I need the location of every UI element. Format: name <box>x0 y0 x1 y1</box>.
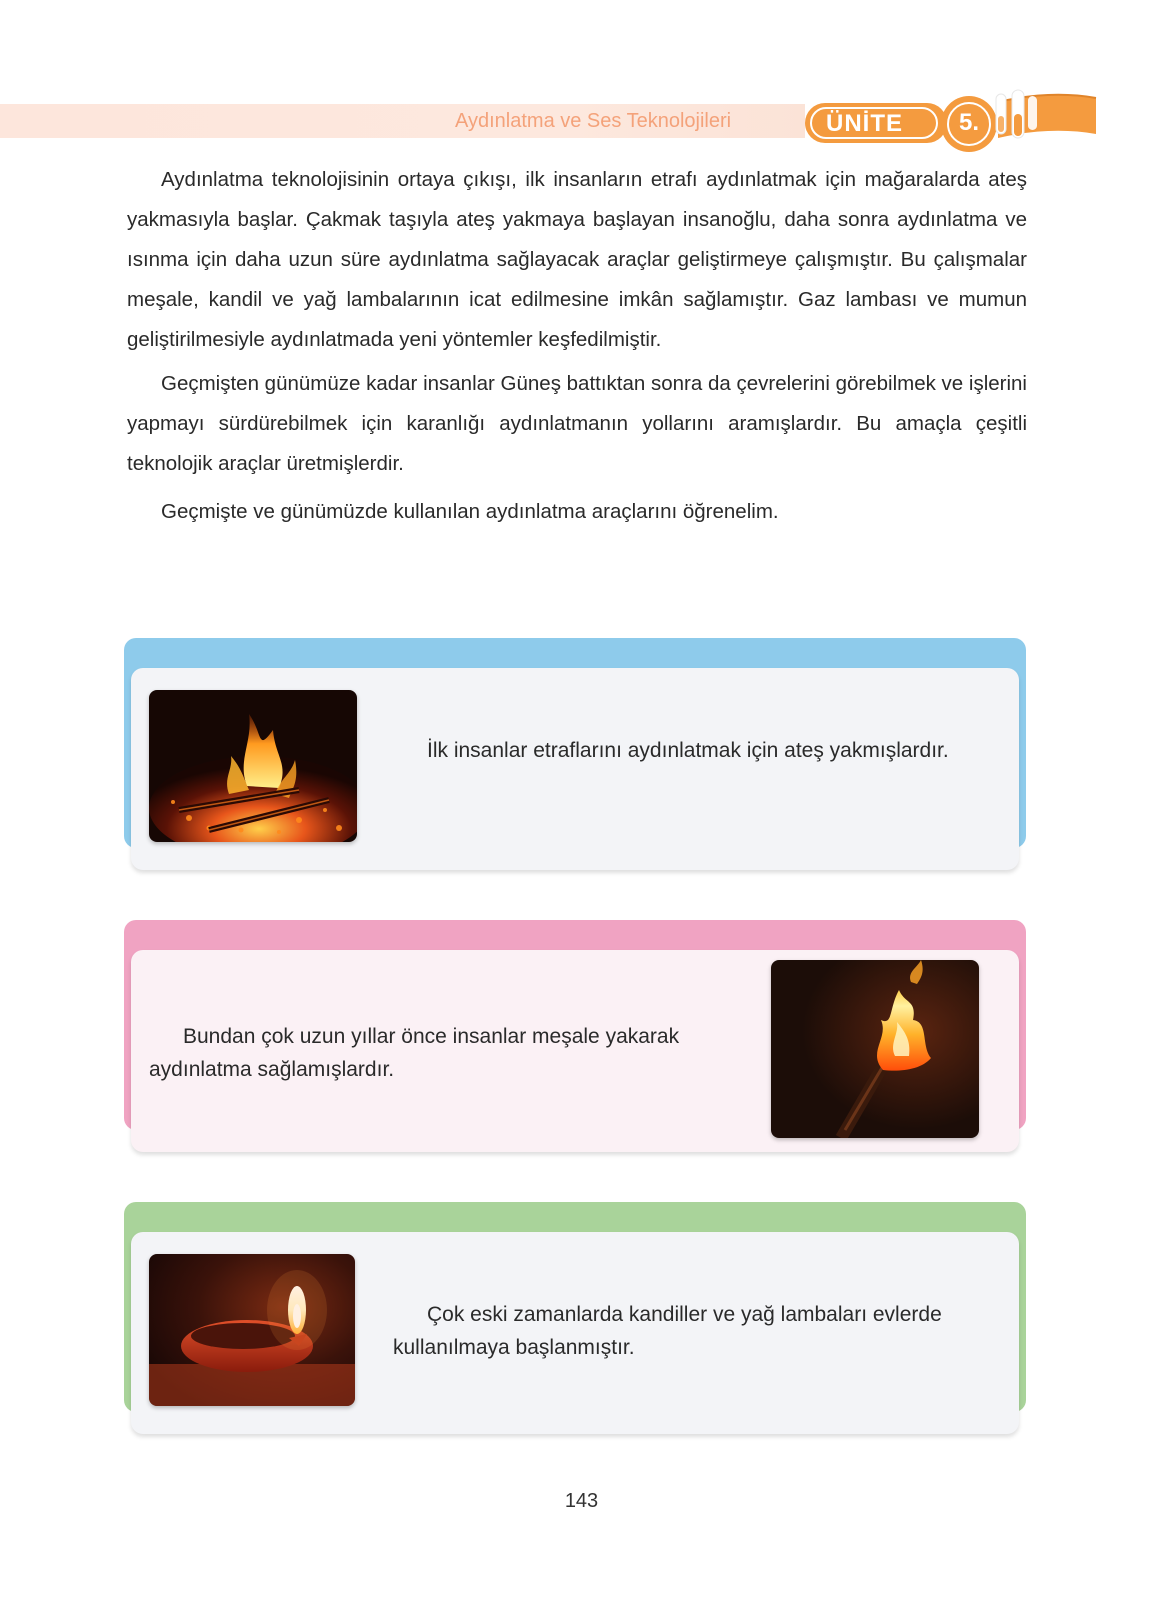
intro-paragraph: Geçmişte ve günümüzde kullanılan aydınlatma araçlarını öğrenelim. <box>161 500 779 523</box>
test-tubes-icon <box>990 88 1102 148</box>
unit-number: 5. <box>958 109 979 136</box>
page-number: 143 <box>564 1490 599 1512</box>
card-text: İlk insanlar etraflarını aydınlatmak için ateş yakmışlardır. <box>427 739 949 762</box>
oil-lamp-photo <box>149 1254 355 1406</box>
card-text: Bundan çok uzun yıllar önce insanlar meşale yakarak aydınlatma sağlamışlardır. <box>149 1025 680 1081</box>
info-card-torch <box>131 950 1019 1152</box>
torch-photo <box>771 960 979 1138</box>
intro-paragraph: Geçmişten günümüze kadar insanlar Güneş battıktan sonra da çevrelerini görebilmek ve işlerini yapmayı sürdürebilmek için karanlığı aydınlatmanın yollarını aramışlardır. Bu amaçla çeşitli teknolojik araçlar üretmişlerdir. <box>127 372 1027 475</box>
section-title: Aydınlatma ve Ses Teknolojileri <box>455 110 732 132</box>
info-card-campfire <box>131 668 1019 870</box>
card-text: Çok eski zamanlarda kandiller ve yağ lambaları evlerde kullanılmaya başlanmıştır. <box>393 1303 942 1359</box>
unit-label: ÜNİTE <box>826 110 903 137</box>
campfire-photo <box>149 690 357 842</box>
intro-text <box>127 160 1027 532</box>
info-card-oil-lamp <box>131 1232 1019 1434</box>
intro-paragraph: Aydınlatma teknolojisinin ortaya çıkışı, ilk insanların etrafı aydınlatmak için mağaralarda ateş yakmasıyla başlar. Çakmak taşıyla ateş yakmaya başlayan insanoğlu, daha sonra aydınlatma ve ısınma için daha uzun süre aydınlatma sağlayacak araçlar geliştirmeye çalışmıştır. Bu çalışmalar meşale, kandil ve yağ lambalarının icat edilmesine imkân sağlamıştır. Gaz lambası ve mumun geliştirilmesiyle aydınlatmada yeni yöntemler keşfedilmiştir. <box>127 168 1027 351</box>
